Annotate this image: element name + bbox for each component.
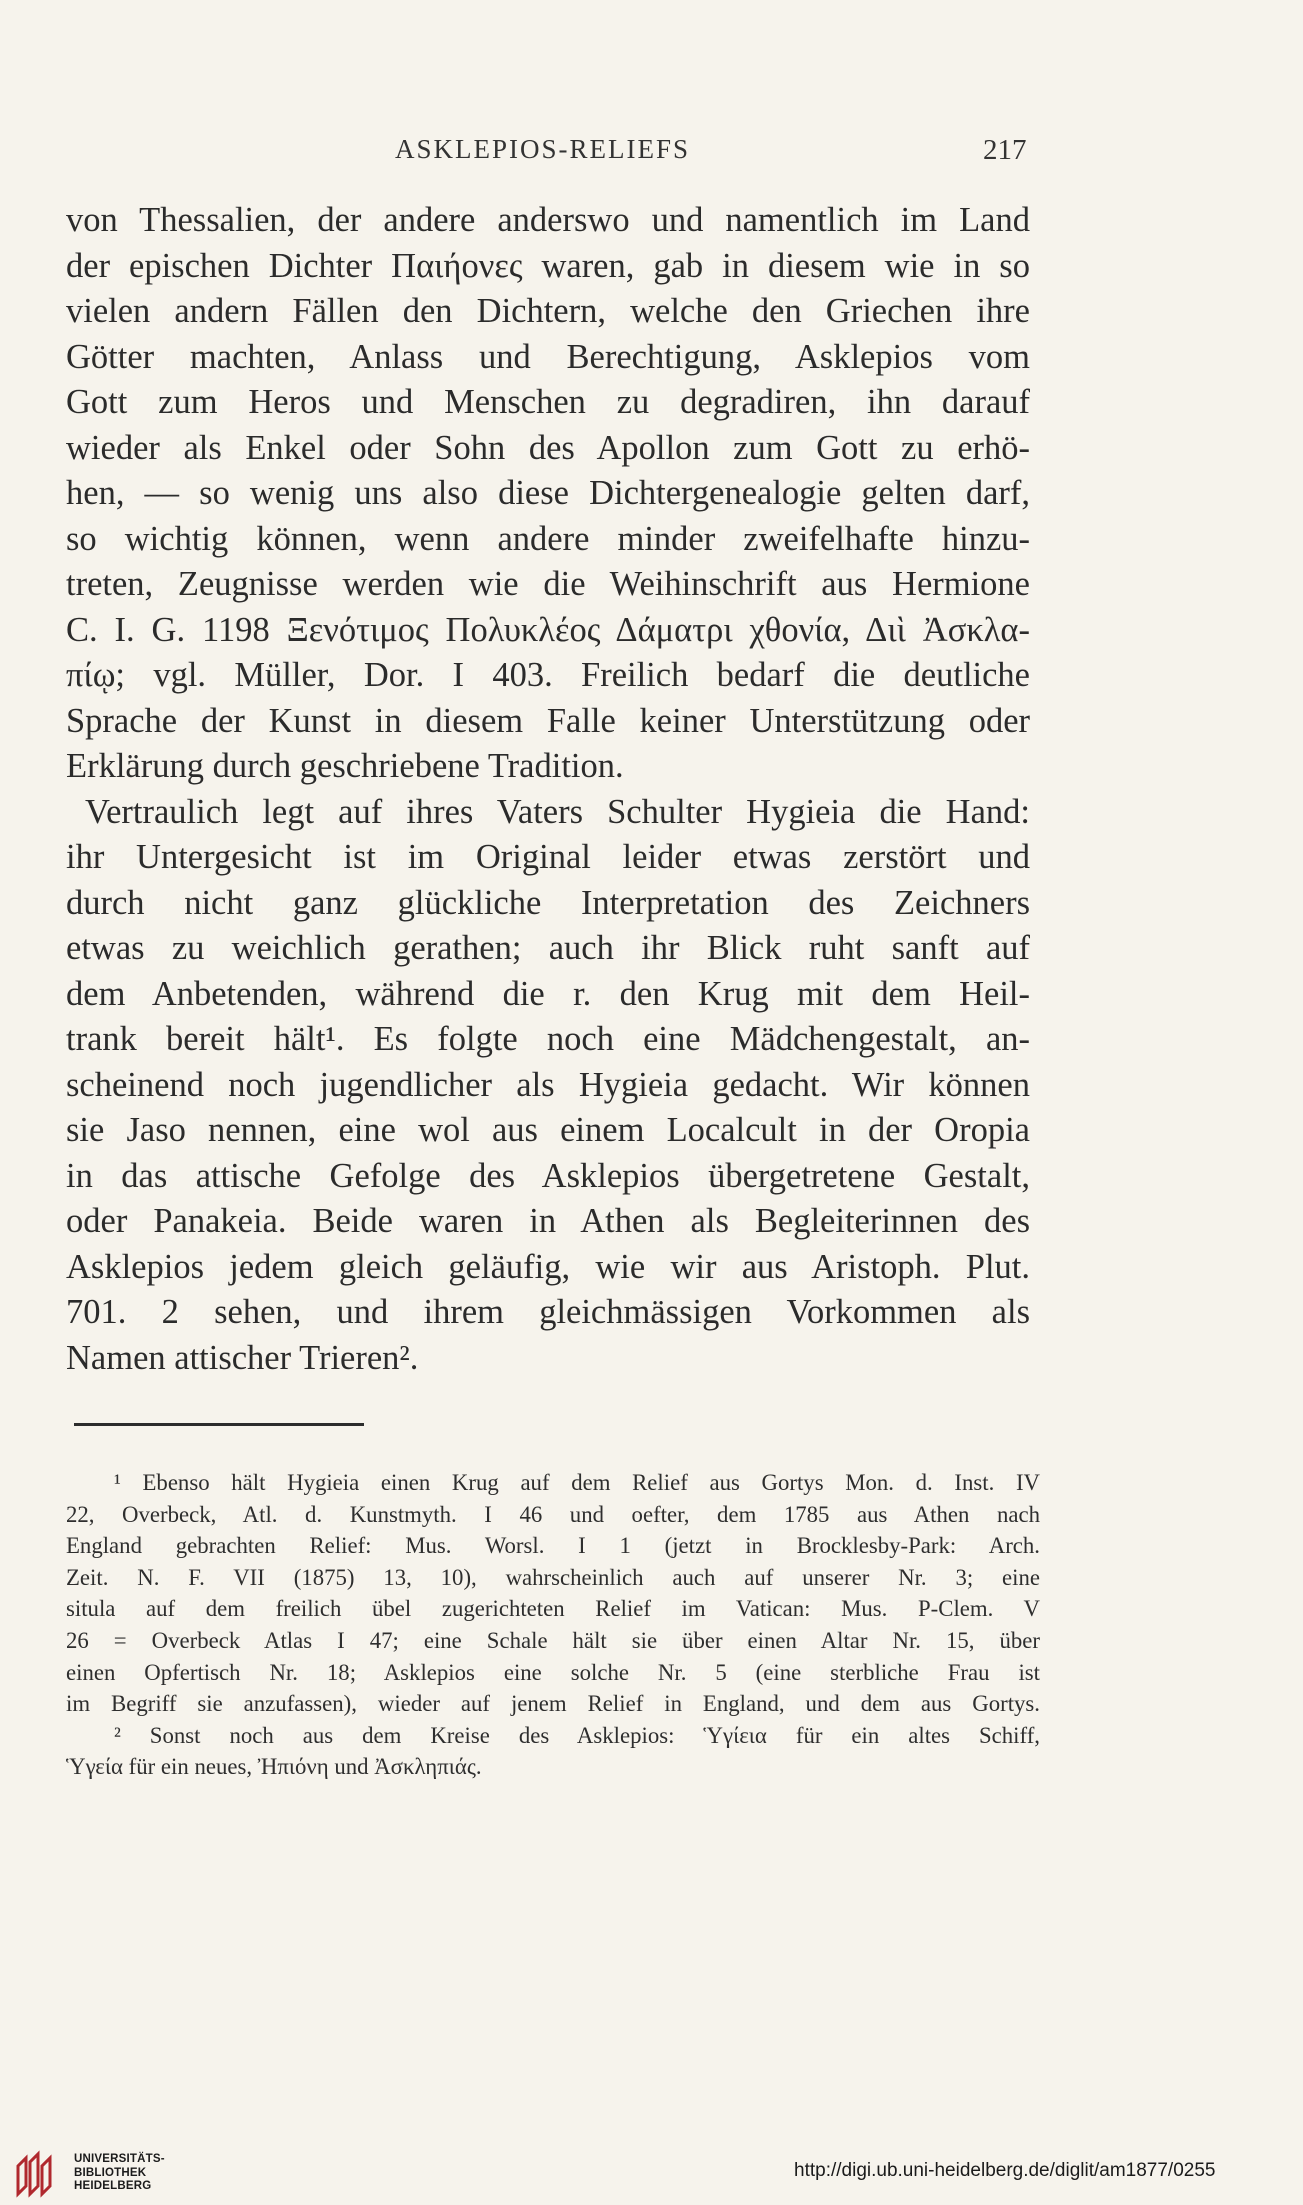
main-text xyxy=(66,198,1030,1381)
text-line: 701. 2 sehen, und ihrem gleichmässigen Vorkommen als xyxy=(66,1293,1030,1331)
text-line: sie Jaso nennen, eine wol aus einem Localcult in der Oropia xyxy=(66,1111,1030,1149)
text-line: etwas zu weichlich gerathen; auch ihr Blick ruht sanft auf xyxy=(66,929,1030,967)
footnote-line: ² Sonst noch aus dem Kreise des Asklepios: Ὑγίεια für ein altes Schiff, xyxy=(114,1722,1040,1748)
footnote-line: England gebrachten Relief: Mus. Worsl. I 1 (jetzt in Brocklesby-Park: Arch. xyxy=(66,1533,1040,1559)
source-url[interactable]: http://digi.ub.uni-heidelberg.de/diglit/am1877/0255 xyxy=(794,2160,1216,2181)
library-name-line: HEIDELBERG xyxy=(74,2180,152,2192)
footnote-line: 22, Overbeck, Atl. d. Kunstmyth. I 46 und oefter, dem 1785 aus Athen nach xyxy=(66,1501,1040,1527)
text-line: so wichtig können, wenn andere minder zweifelhafte hinzu- xyxy=(66,519,1030,558)
text-line: wieder als Enkel oder Sohn des Apollon zum Gott zu erhö- xyxy=(66,428,1030,467)
text-line: treten, Zeugnisse werden wie die Weihinschrift aus Hermione xyxy=(66,565,1030,603)
page-number: 217 xyxy=(983,134,1027,166)
text-line: der epischen Dichter Παιήονες waren, gab in diesem wie in so xyxy=(66,246,1030,285)
text-line: vielen andern Fällen den Dichtern, welche den Griechen ihre xyxy=(66,292,1030,330)
text-line: πίῳ; vgl. Müller, Dor. I 403. Freilich bedarf die deutliche xyxy=(66,656,1030,694)
running-header xyxy=(0,134,1303,174)
footnote-line: Ὑγεία für ein neues, Ἠπιόνη und Ἀσκληπιάς. xyxy=(66,1754,482,1780)
text-line: hen, — so wenig uns also diese Dichtergenealogie gelten darf, xyxy=(66,474,1030,512)
text-line: oder Panakeia. Beide waren in Athen als Begleiterinnen des xyxy=(66,1202,1030,1240)
text-line: von Thessalien, der andere anderswo und namentlich im Land xyxy=(66,201,1030,239)
text-line: Götter machten, Anlass und Berechtigung, Asklepios vom xyxy=(66,337,1030,376)
text-line: Asklepios jedem gleich geläufig, wie wir aus Aristoph. Plut. xyxy=(66,1247,1030,1286)
text-line: Erklärung durch geschriebene Tradition. xyxy=(66,747,624,785)
text-line: trank bereit hält¹. Es folgte noch eine Mädchengestalt, an- xyxy=(66,1020,1030,1058)
text-line: Sprache der Kunst in diesem Falle keiner Unterstützung oder xyxy=(66,701,1030,740)
text-line: dem Anbetenden, während die r. den Krug mit dem Heil- xyxy=(66,974,1030,1013)
text-line: ihr Untergesicht ist im Original leider etwas zerstört und xyxy=(66,838,1030,876)
text-line: Gott zum Heros und Menschen zu degradiren, ihn darauf xyxy=(66,383,1030,421)
digitization-footer xyxy=(0,2140,1303,2205)
footnote-line: einen Opfertisch Nr. 18; Asklepios eine solche Nr. 5 (eine sterbliche Frau ist xyxy=(66,1659,1040,1685)
running-title: ASKLEPIOS-RELIEFS xyxy=(395,134,691,164)
footnotes xyxy=(66,1467,1040,1783)
library-logo-icon xyxy=(12,2150,62,2198)
library-name-line: UNIVERSITÄTS- xyxy=(74,2153,165,2165)
footnote-line: ¹ Ebenso hält Hygieia einen Krug auf dem Relief aus Gortys Mon. d. Inst. IV xyxy=(114,1470,1040,1495)
text-line: in das attische Gefolge des Asklepios übergetretene Gestalt, xyxy=(66,1156,1030,1195)
library-name-line: BIBLIOTHEK xyxy=(74,2166,147,2179)
footnote-line: situla auf dem freilich übel zugerichteten Relief im Vatican: Mus. P-Clem. V xyxy=(66,1596,1040,1622)
library-name xyxy=(74,2153,165,2194)
footnote-line: 26 = Overbeck Atlas I 47; eine Schale hält sie über einen Altar Nr. 15, über xyxy=(66,1627,1040,1653)
text-line: scheinend noch jugendlicher als Hygieia gedacht. Wir können xyxy=(66,1065,1030,1104)
text-line: Vertraulich legt auf ihres Vaters Schulter Hygieia die Hand: xyxy=(85,792,1030,831)
footnote-divider xyxy=(74,1423,364,1426)
text-line: durch nicht ganz glückliche Interpretation des Zeichners xyxy=(66,883,1030,922)
footnote-line: Zeit. N. F. VII (1875) 13, 10), wahrscheinlich auch auf unserer Nr. 3; eine xyxy=(66,1564,1040,1590)
footnote-line: im Begriff sie anzufassen), wieder auf jenem Relief in England, und dem aus Gortys. xyxy=(66,1691,1040,1717)
text-line: Namen attischer Trieren². xyxy=(66,1338,419,1377)
text-line: C. I. G. 1198 Ξενότιμος Πολυκλέος Δάματρι χθονία, Διὶ Ἀσκλα- xyxy=(66,610,1030,649)
